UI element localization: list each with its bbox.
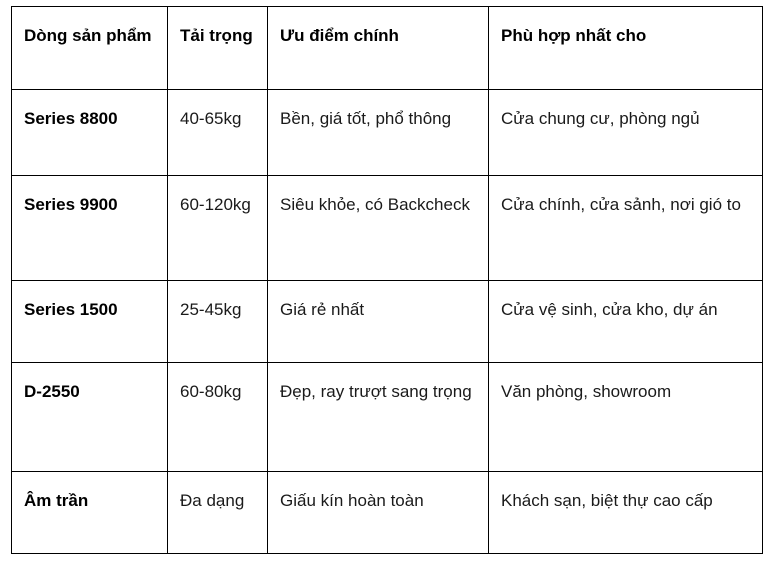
cell-load: Đa dạng (168, 472, 268, 554)
table-header (12, 7, 763, 90)
column-header-best-for: Phù hợp nhất cho (489, 7, 763, 90)
table-row (12, 363, 763, 472)
cell-load: 40-65kg (168, 90, 268, 176)
column-header-load: Tải trọng (168, 7, 268, 90)
cell-best-for: Cửa chung cư, phòng ngủ (489, 90, 763, 176)
cell-load: 60-80kg (168, 363, 268, 472)
cell-benefit: Giấu kín hoàn toàn (268, 472, 489, 554)
cell-benefit: Siêu khỏe, có Backcheck (268, 176, 489, 281)
cell-product: Series 1500 (12, 281, 168, 363)
table-container (11, 6, 762, 554)
cell-best-for: Cửa chính, cửa sảnh, nơi gió to (489, 176, 763, 281)
cell-benefit: Đẹp, ray trượt sang trọng (268, 363, 489, 472)
table-header-row (12, 7, 763, 90)
cell-product: D-2550 (12, 363, 168, 472)
cell-benefit: Giá rẻ nhất (268, 281, 489, 363)
cell-best-for: Khách sạn, biệt thự cao cấp (489, 472, 763, 554)
cell-load: 25-45kg (168, 281, 268, 363)
cell-benefit: Bền, giá tốt, phổ thông (268, 90, 489, 176)
table-row (12, 472, 763, 554)
cell-best-for: Cửa vệ sinh, cửa kho, dự án (489, 281, 763, 363)
table-row (12, 176, 763, 281)
cell-product: Series 9900 (12, 176, 168, 281)
cell-product: Âm trần (12, 472, 168, 554)
cell-best-for: Văn phòng, showroom (489, 363, 763, 472)
product-line-comparison-table (11, 6, 763, 554)
cell-load: 60-120kg (168, 176, 268, 281)
column-header-benefit: Ưu điểm chính (268, 7, 489, 90)
table-body (12, 90, 763, 554)
column-header-product: Dòng sản phẩm (12, 7, 168, 90)
cell-product: Series 8800 (12, 90, 168, 176)
table-row (12, 90, 763, 176)
table-row (12, 281, 763, 363)
